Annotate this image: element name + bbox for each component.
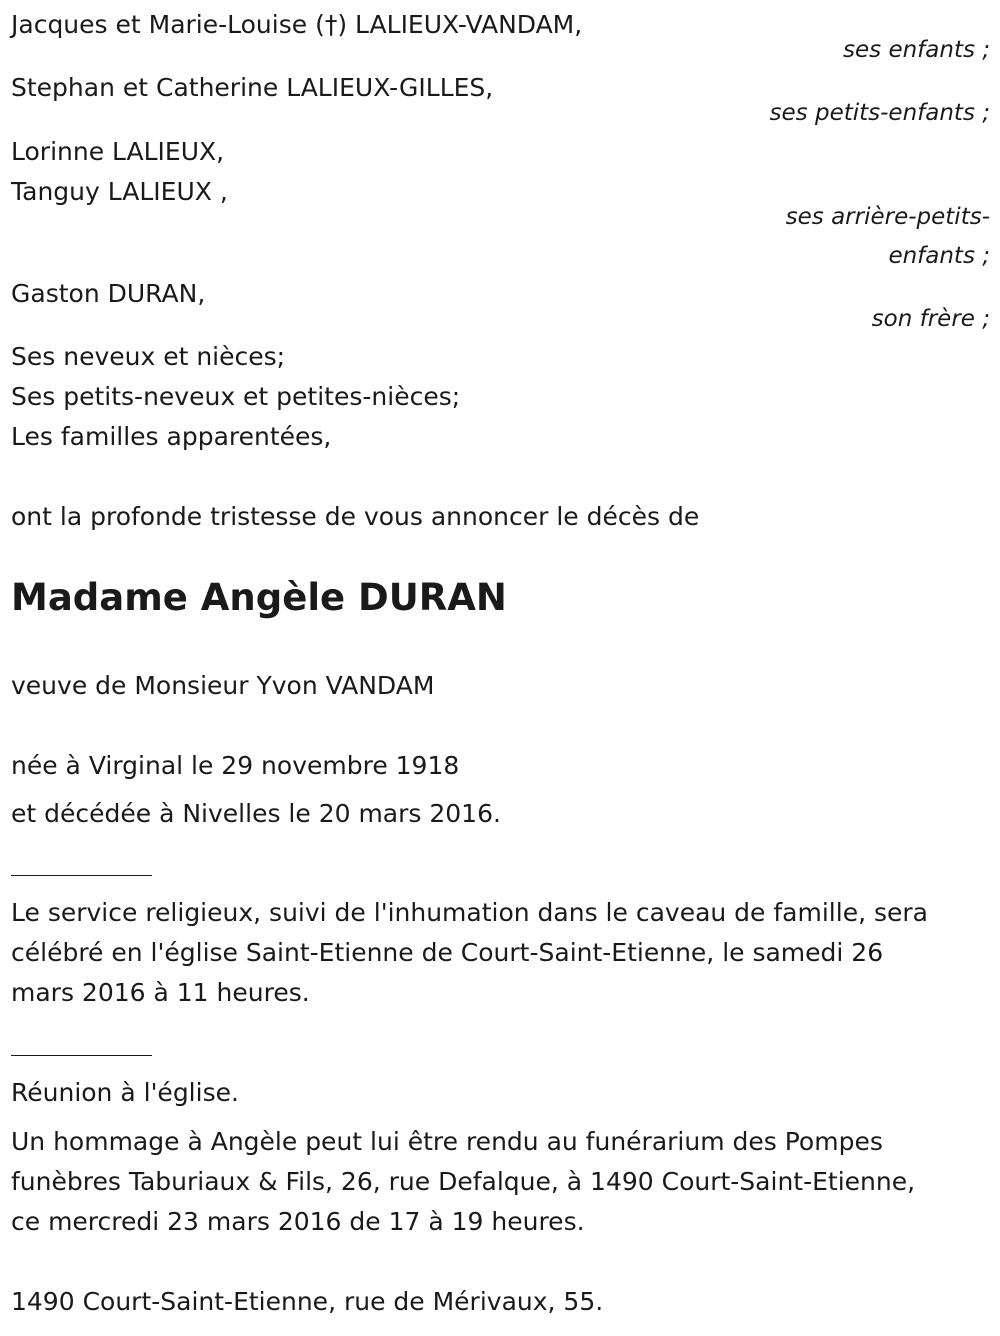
grandchildren-names: Stephan et Catherine LALIEUX-GILLES, — [11, 73, 494, 102]
deceased-name: Madame Angèle DURAN — [11, 576, 507, 619]
nephews-line: Ses neveux et nièces; — [11, 342, 286, 371]
grand-nephews-line: Ses petits-neveux et petites-nièces; — [11, 382, 461, 411]
great-grandchildren-role-line-1: ses arrière-petits- — [785, 204, 990, 230]
service-line-1: Le service religieux, suivi de l'inhumation dans le caveau de famille, sera — [11, 898, 928, 927]
service-line-2: célébré en l'église Saint-Etienne de Court-Saint-Etienne, le samedi 26 — [11, 938, 884, 967]
great-grandchild-1: Lorinne LALIEUX, — [11, 137, 225, 166]
death-line: et décédée à Nivelles le 20 mars 2016. — [11, 799, 501, 828]
birth-line: née à Virginal le 29 novembre 1918 — [11, 751, 460, 780]
separator-rule-1 — [11, 875, 152, 876]
separator-rule-2 — [11, 1055, 152, 1056]
children-role: ses enfants ; — [843, 37, 990, 63]
tribute-line-1: Un hommage à Angèle peut lui être rendu au funérarium des Pompes — [11, 1127, 883, 1156]
family-address: 1490 Court-Saint-Etienne, rue de Mérivaux, 55. — [11, 1287, 604, 1316]
tribute-line-3: ce mercredi 23 mars 2016 de 17 à 19 heures. — [11, 1207, 585, 1236]
meeting-line: Réunion à l'église. — [11, 1078, 239, 1107]
great-grandchildren-role-line-2: enfants ; — [888, 243, 990, 269]
relatives-line: Les familles apparentées, — [11, 422, 332, 451]
service-line-3: mars 2016 à 11 heures. — [11, 978, 310, 1007]
grandchildren-role: ses petits-enfants ; — [769, 100, 990, 126]
widow-of-line: veuve de Monsieur Yvon VANDAM — [11, 671, 435, 700]
tribute-line-2: funèbres Taburiaux & Fils, 26, rue Defalque, à 1490 Court-Saint-Etienne, — [11, 1167, 916, 1196]
great-grandchild-2: Tanguy LALIEUX , — [11, 177, 228, 206]
brother-name: Gaston DURAN, — [11, 279, 206, 308]
brother-role: son frère ; — [871, 306, 990, 332]
children-names: Jacques et Marie-Louise (†) LALIEUX-VANDAM, — [11, 10, 583, 39]
announcement-intro: ont la profonde tristesse de vous annoncer le décès de — [11, 502, 700, 531]
